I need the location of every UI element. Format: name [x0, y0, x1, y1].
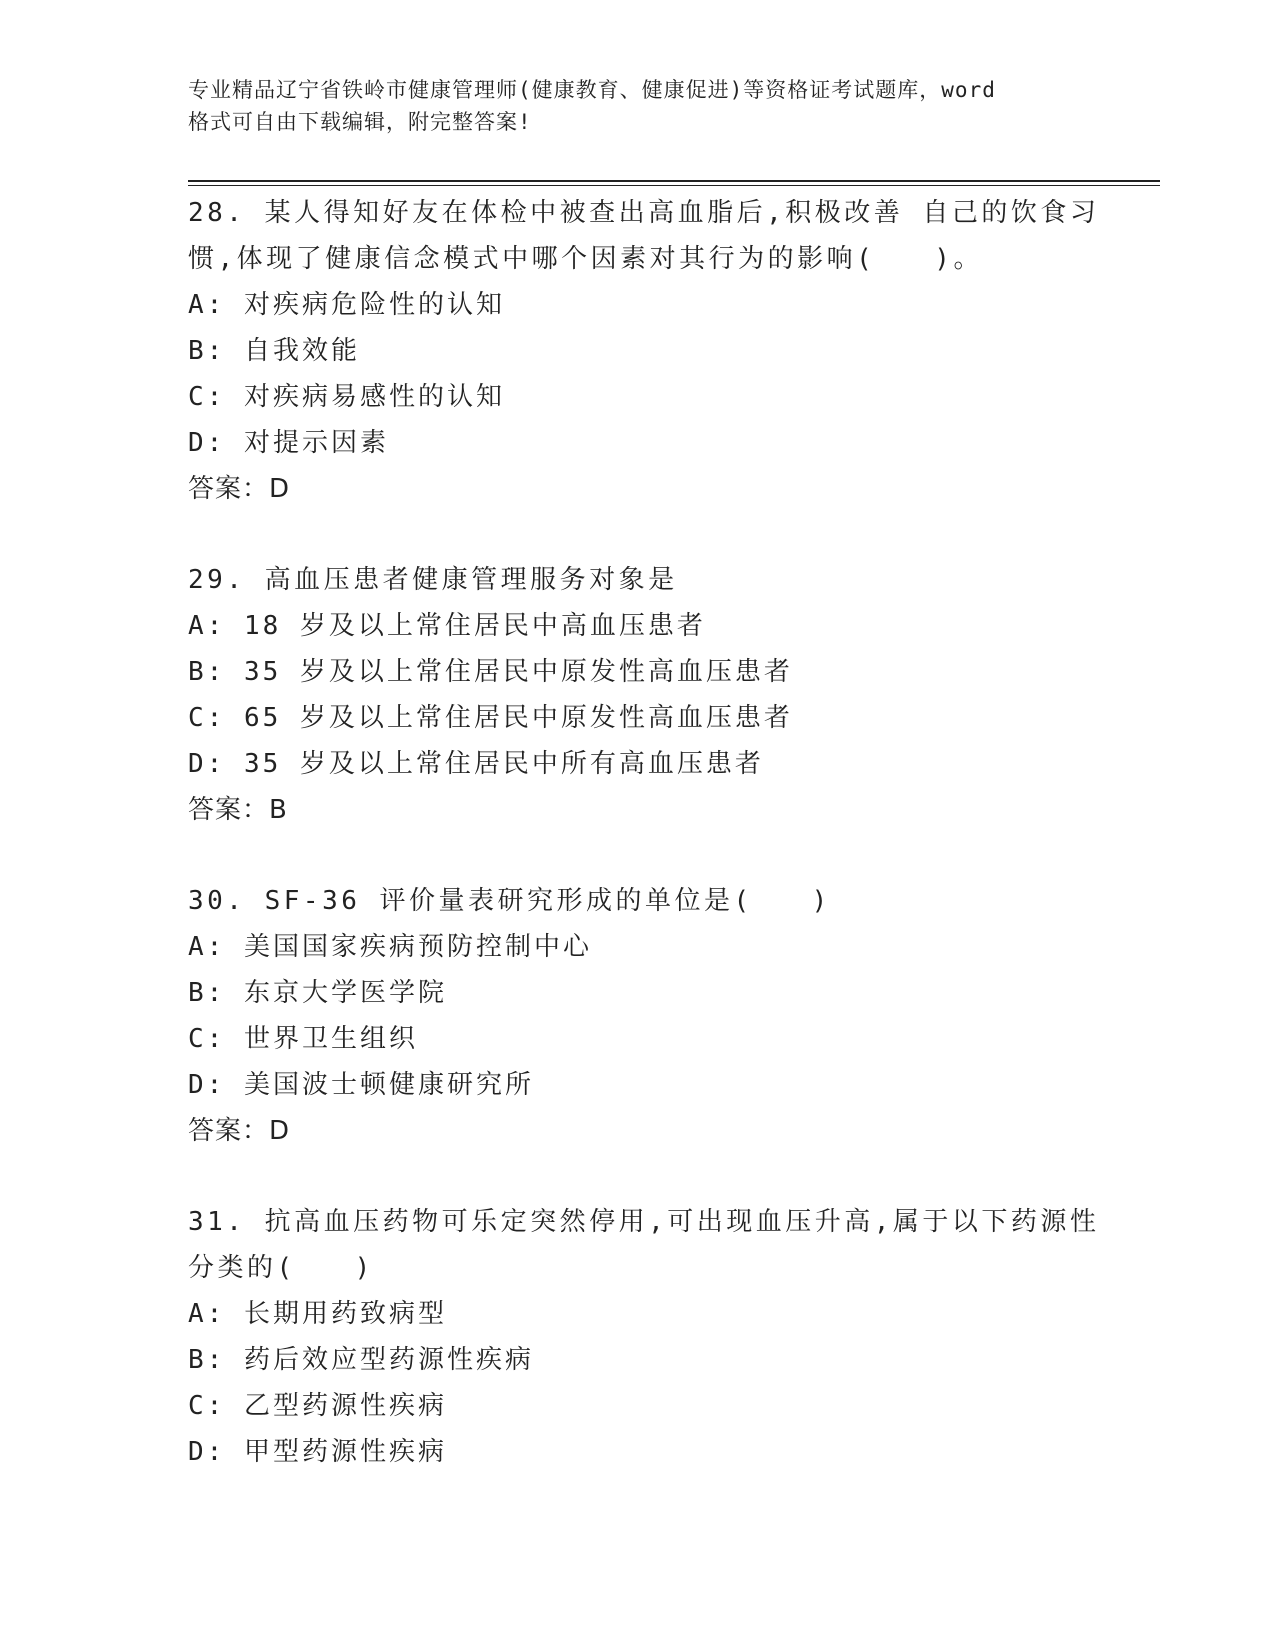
header-line-1: 专业精品辽宁省铁岭市健康管理师(健康教育、健康促进)等资格证考试题库，word [188, 78, 996, 102]
option-d: D: 美国波士顿健康研究所 [188, 1070, 534, 1100]
option-c: C: 乙型药源性疾病 [188, 1391, 447, 1421]
stem-line: 29. 高血压患者健康管理服务对象是 [188, 565, 678, 595]
question-stem [188, 557, 1088, 603]
option-b: B: 自我效能 [188, 336, 360, 366]
question-stem [188, 878, 1088, 924]
question-29 [188, 557, 1088, 833]
question-stem [188, 190, 1100, 282]
option-c: C: 65 岁及以上常住居民中原发性高血压患者 [188, 703, 793, 733]
header-line-2: 格式可自由下载编辑，附完整答案! [188, 110, 532, 134]
answer-line: 答案：B [188, 795, 288, 825]
document-header [188, 74, 1088, 138]
option-d: D: 对提示因素 [188, 428, 389, 458]
option-b: B: 东京大学医学院 [188, 978, 447, 1008]
header-divider-thin [188, 185, 1160, 186]
question-31 [188, 1199, 1100, 1475]
question-stem [188, 1199, 1100, 1291]
option-a: A: 美国国家疾病预防控制中心 [188, 932, 592, 962]
option-b: B: 35 岁及以上常住居民中原发性高血压患者 [188, 657, 793, 687]
stem-line: 30. SF-36 评价量表研究形成的单位是( ) [188, 886, 831, 916]
answer-line: 答案：D [188, 1116, 291, 1146]
answer-line: 答案：D [188, 474, 291, 504]
question-list [188, 190, 1100, 1520]
stem-line: 分类的( ) [188, 1253, 374, 1283]
option-b: B: 药后效应型药源性疾病 [188, 1345, 534, 1375]
option-c: C: 世界卫生组织 [188, 1024, 418, 1054]
option-a: A: 18 岁及以上常住居民中高血压患者 [188, 611, 706, 641]
question-30 [188, 878, 1088, 1154]
option-a: A: 长期用药致病型 [188, 1299, 447, 1329]
option-d: D: 35 岁及以上常住居民中所有高血压患者 [188, 749, 764, 779]
stem-line: 28. 某人得知好友在体检中被查出高血脂后,积极改善 自己的饮食习 [188, 198, 1100, 228]
stem-line: 惯,体现了健康信念模式中哪个因素对其行为的影响( )。 [188, 244, 983, 274]
stem-line: 31. 抗高血压药物可乐定突然停用,可出现血压升高,属于以下药源性 [188, 1207, 1100, 1237]
question-28 [188, 190, 1100, 512]
option-d: D: 甲型药源性疾病 [188, 1437, 447, 1467]
option-a: A: 对疾病危险性的认知 [188, 290, 505, 320]
header-divider-thick [188, 180, 1160, 182]
option-c: C: 对疾病易感性的认知 [188, 382, 505, 412]
